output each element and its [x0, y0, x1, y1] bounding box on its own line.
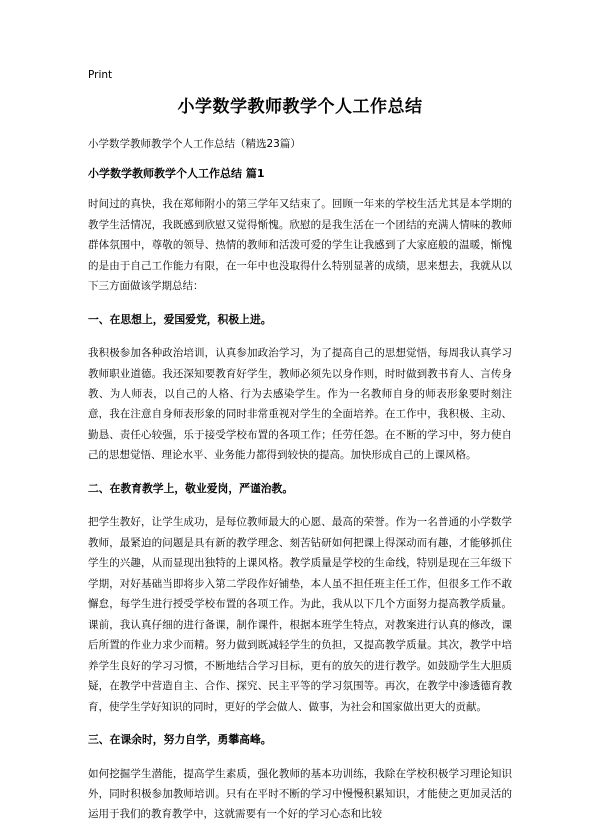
sub-heading-3: 三、在课余时，努力自学，勇攀高峰。 — [88, 733, 272, 747]
intro-paragraph: 时间过的真快，我在郑师附小的第三学年又结束了。回顾一年来的学校生活尤其是本学期的教学生活情况，我既感到欣慰又觉得惭愧。欣慰的是我生活在一个团结的充满人情味的教师群体氛围中，尊敬的领导、热情的教师和活泼可爱的学生让我感到了大家庭般的温暖，惭愧的是由于自己工作能力有限，在一年中也没取得什么特别显著的成绩，思来想去，我就从以下三方面做该学期总结： — [88, 198, 512, 293]
sub-heading-2: 二、在教育教学上，敬业爱岗，严谨治教。 — [88, 481, 294, 495]
sub-heading-1: 一、在思想上，爱国爱党，积极上进。 — [88, 312, 272, 326]
paragraph-1: 我积极参加各种政治培训，认真参加政治学习，为了提高自己的思想觉悟，每周我认真学习教师职业道德。我还深知要教育好学生，教师必须先以身作则，时时做到教书育人、言传身教、为人师表，以自己的人格、行为去感染学生。作为一名教师自身的师表形象要时刻注意，我在注意自身师表形象的同时非常重视对学生的全面培养。在工作中，我积极、主动、勤恳、责任心较强，乐于接受学校布置的各项工作；任劳任怨。在不断的学习中，努力使自己的思想觉悟、理论水平、业务能力都得到较快的提高。加快形成自己的上课风格。 — [88, 347, 512, 462]
document-subtitle: 小学数学教师教学个人工作总结（精选23篇） — [88, 137, 301, 150]
paragraph-3: 如何挖掘学生潜能，提高学生素质，强化教师的基本功训练，我除在学校积极学习理论知识外，同时积极参加教师培训。只有在平时不断的学习中慢慢积累知识，才能使之更加灵活的运用于我们的教育教学中，这就需要有一个好的学习心态和比较 — [88, 767, 512, 821]
page-title: 小学数学教师教学个人工作总结 — [177, 97, 423, 117]
paragraph-2: 把学生教好，让学生成功，是每位教师最大的心愿、最高的荣誉。作为一名普通的小学数学教师，最紧迫的问题是具有新的教学理念、刻苦钻研如何把课上得深动而有趣，才能够抓住学生的兴趣，从而显现出独特的上课风格。教学质量是学校的生命线，特别是现在三年级下学期，对好基础当即将步入第二学段作好铺垫，本人虽不担任班主任工作，但很多工作不敢懈怠，每学生进行授受学校布置的各项工作。为此，我从以下几个方面努力提高教学质量。课前，我认真仔细的进行备课，制作课件，根据本班学生特点，对教案进行认真的修改，课后所置的作业力求少而精。努力做到既减轻学生的负担，又提高教学质量。其次，教学中培养学生良好的学习习惯，不断地结合学习目标，更有的放矢的进行教学。如鼓励学生大胆质疑，在教学中营造自主、合作、探究、民主平等的学习氛围等。再次，在教学中渗透德育教育，使学生学好知识的同时，更好的学会做人、做事，为社会和国家做出更大的贡献。 — [88, 516, 512, 713]
section-heading: 小学数学教师教学个人工作总结 篇1 — [88, 166, 265, 180]
document-body — [88, 0, 512, 825]
print-button[interactable]: Print — [88, 69, 113, 81]
